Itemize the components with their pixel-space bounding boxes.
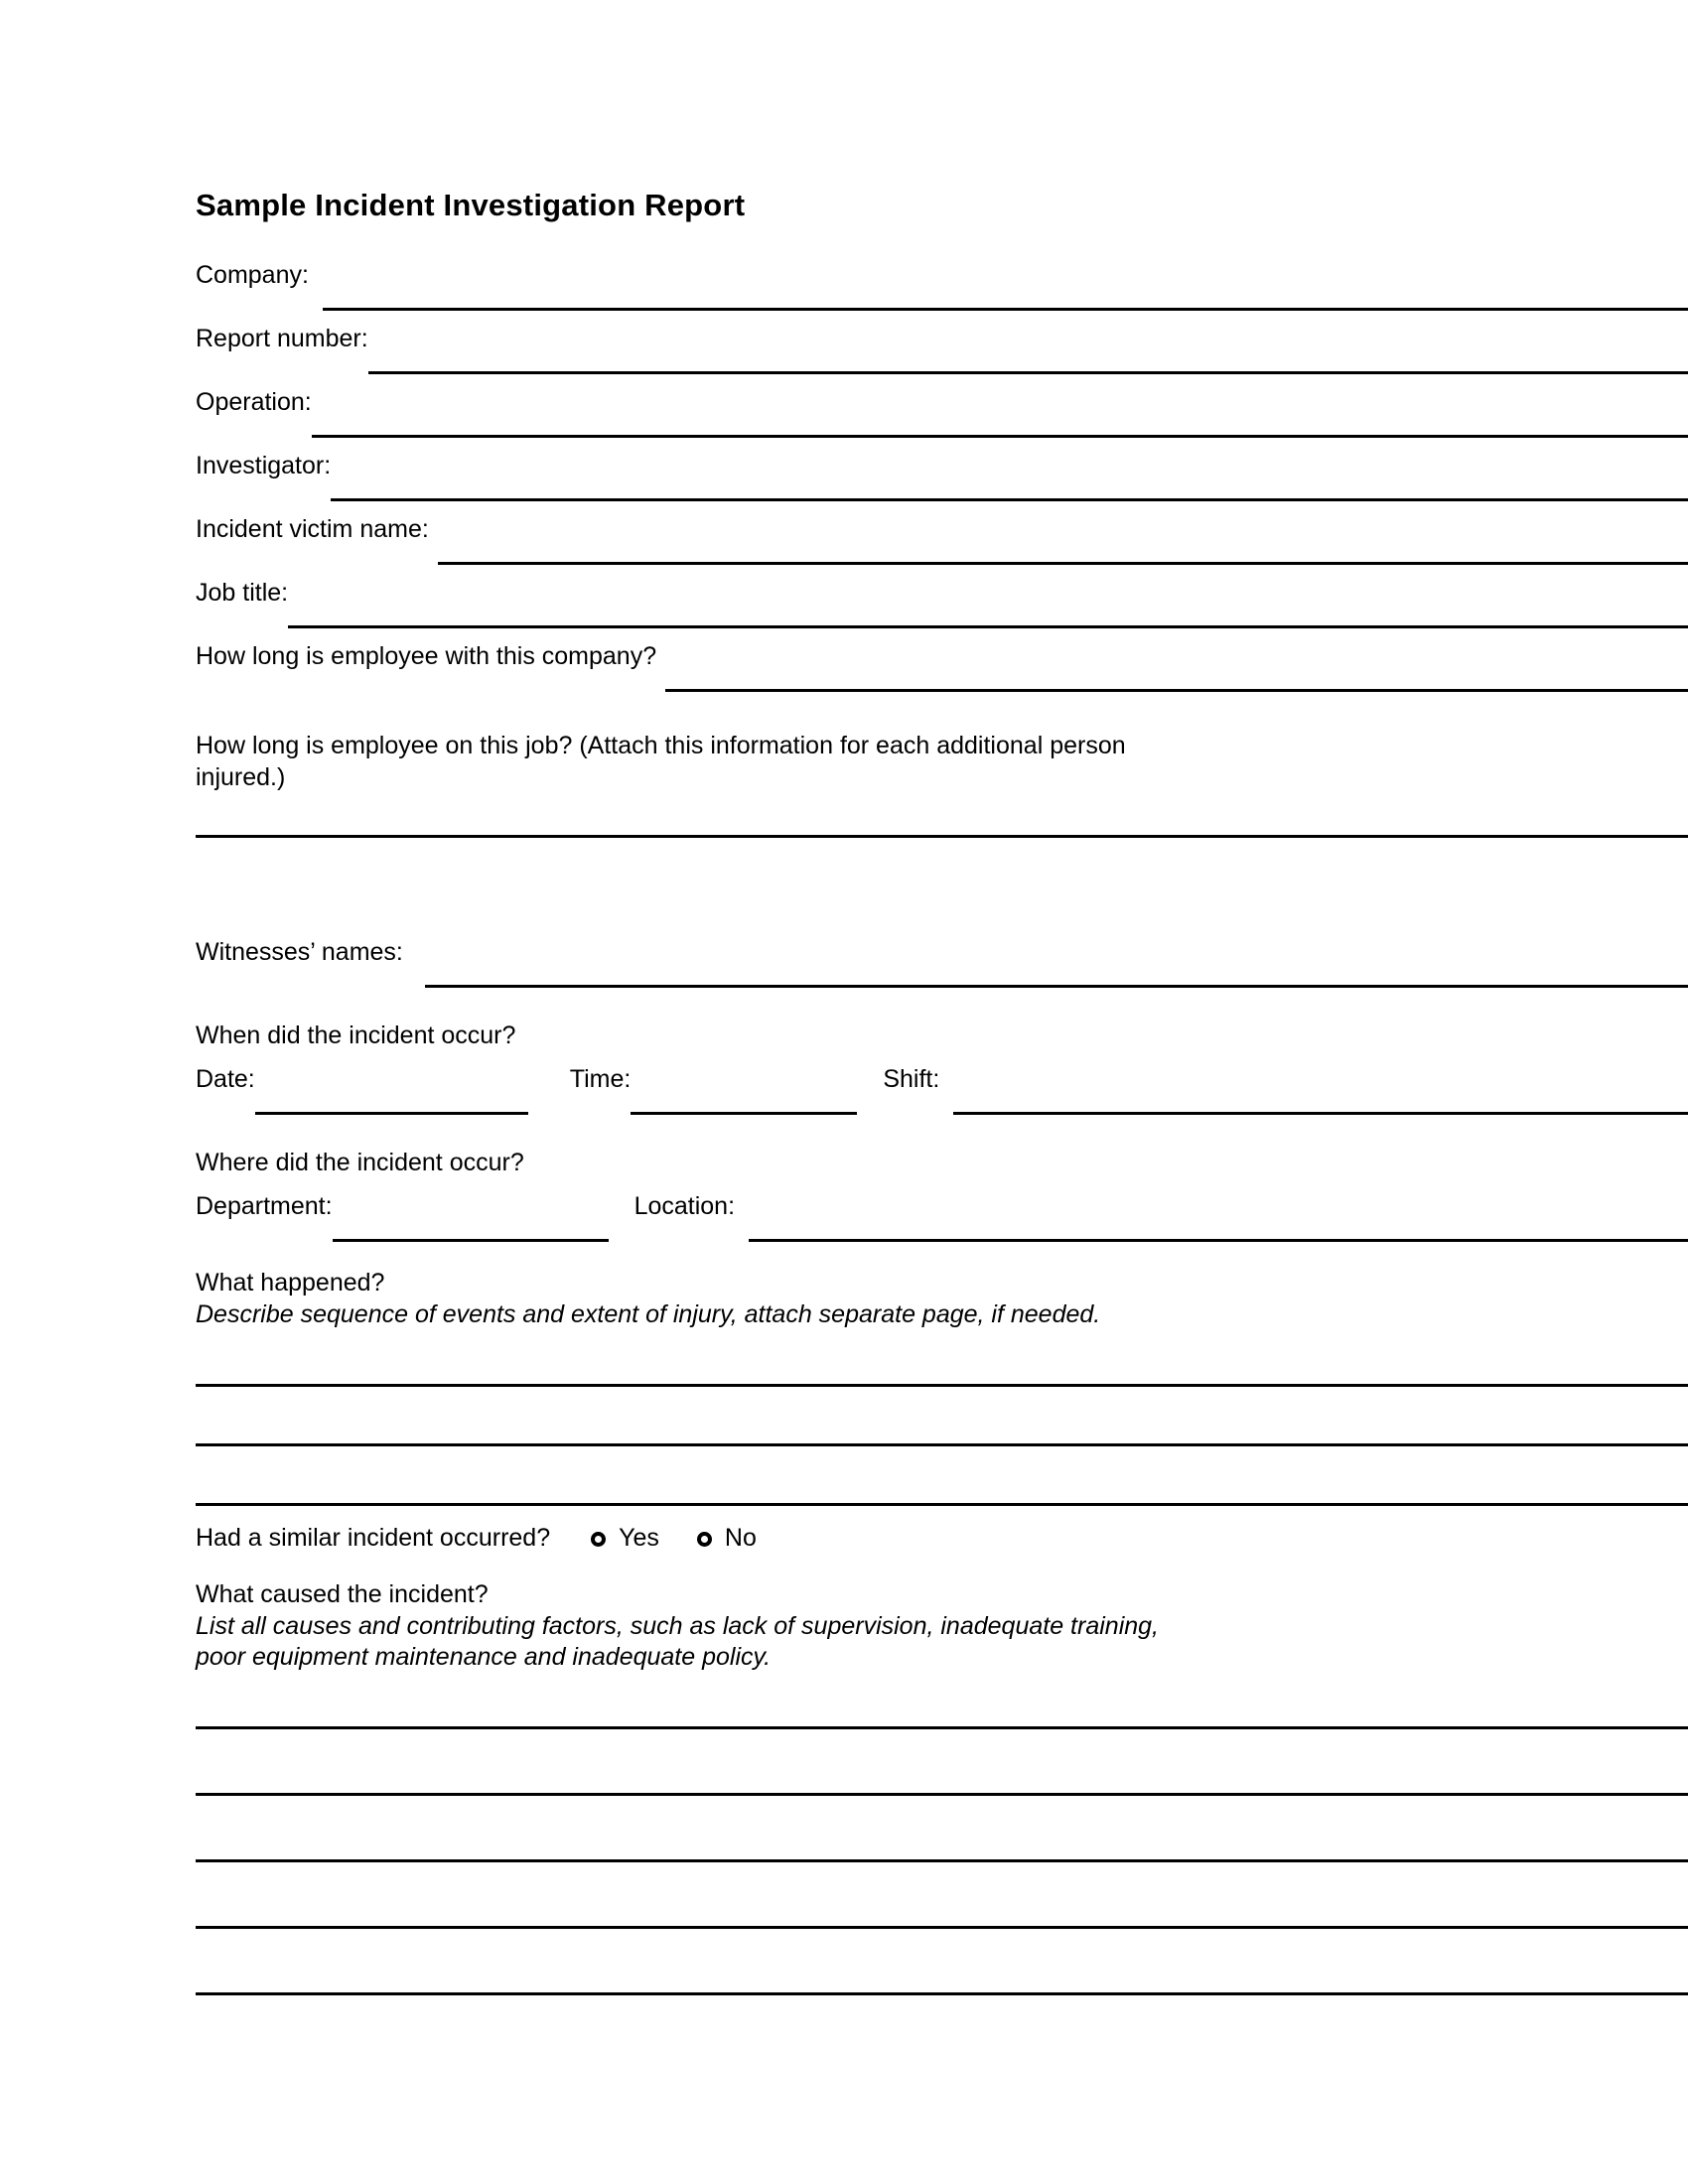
- field-label-incident-victim-name: Incident victim name:: [196, 515, 429, 544]
- question-tenure-job: [196, 730, 1367, 793]
- field-input-investigator[interactable]: [331, 500, 1688, 501]
- field-input-operation[interactable]: [312, 437, 1688, 438]
- option-yes[interactable]: [591, 1523, 659, 1552]
- question-what-happened-title: What happened?: [196, 1269, 385, 1297]
- field-input-job-title[interactable]: [288, 627, 1688, 628]
- field-input-shift[interactable]: [953, 1114, 1688, 1115]
- field-company: [196, 263, 1688, 327]
- question-what-happened-hint: Describe sequence of events and extent of injury, attach separate page, if needed.: [196, 1299, 1101, 1328]
- question-similar-incident-row: [196, 1506, 1688, 1570]
- field-operation: [196, 390, 1688, 454]
- question-what-caused-hint-line1: List all causes and contributing factors, such as lack of supervision, inadequate training,: [196, 1611, 1159, 1640]
- field-input-location[interactable]: [749, 1241, 1688, 1242]
- field-label-witnesses-names: Witnesses’ names:: [196, 938, 403, 967]
- question-what-happened: [196, 1268, 1688, 1330]
- answer-lines-what-happened: [196, 1330, 1688, 1506]
- field-input-incident-victim-name[interactable]: [438, 564, 1688, 565]
- field-witnesses-names: [196, 940, 1688, 1004]
- field-input-report-number[interactable]: [368, 373, 1688, 374]
- field-label-operation: Operation:: [196, 388, 312, 417]
- answer-lines-what-caused: [196, 1674, 1688, 1995]
- field-label-report-number: Report number:: [196, 325, 368, 353]
- radio-circle-icon[interactable]: [591, 1532, 606, 1547]
- field-label-shift: Shift:: [883, 1065, 940, 1094]
- question-tenure-job-line1: How long is employee on this job? (Attach this information for each additional person: [196, 732, 1126, 760]
- field-label-tenure-company: How long is employee with this company?: [196, 642, 657, 671]
- field-input-date[interactable]: [255, 1114, 528, 1115]
- question-where-occur: Where did the incident occur?: [196, 1148, 524, 1176]
- question-what-caused: [196, 1579, 1688, 1674]
- field-report-number: [196, 327, 1688, 390]
- question-when-occur: When did the incident occur?: [196, 1021, 516, 1049]
- field-investigator: [196, 454, 1688, 517]
- field-input-tenure-company[interactable]: [665, 691, 1688, 692]
- field-label-company: Company:: [196, 261, 309, 290]
- field-input-company[interactable]: [323, 310, 1688, 311]
- field-job-title: [196, 581, 1688, 644]
- field-input-witnesses-names[interactable]: [425, 987, 1688, 988]
- field-label-job-title: Job title:: [196, 579, 289, 608]
- field-incident-victim-name: [196, 517, 1688, 581]
- field-label-department: Department:: [196, 1192, 333, 1221]
- option-no-label: No: [724, 1523, 757, 1552]
- field-row-date-time-shift: [196, 1067, 1688, 1131]
- field-label-time: Time:: [569, 1065, 632, 1094]
- question-what-caused-title: What caused the incident?: [196, 1580, 489, 1609]
- field-input-department[interactable]: [333, 1241, 609, 1242]
- field-tenure-company: [196, 644, 1688, 708]
- radio-circle-icon[interactable]: [697, 1532, 712, 1547]
- option-no[interactable]: [697, 1523, 757, 1552]
- question-similar-incident-label: Had a similar incident occurred?: [196, 1523, 551, 1552]
- field-label-investigator: Investigator:: [196, 452, 332, 480]
- field-row-department-location: [196, 1194, 1688, 1258]
- page-title: Sample Incident Investigation Report: [196, 188, 746, 222]
- question-what-caused-hint-line2: poor equipment maintenance and inadequate policy.: [196, 1643, 772, 1672]
- answer-line[interactable]: [196, 1992, 1688, 1995]
- field-label-date: Date:: [196, 1065, 255, 1094]
- field-label-location: Location:: [633, 1192, 736, 1221]
- field-input-time[interactable]: [631, 1114, 857, 1115]
- option-yes-label: Yes: [619, 1523, 659, 1552]
- question-tenure-job-line2: injured.): [196, 763, 286, 792]
- form-body: [196, 189, 1688, 1995]
